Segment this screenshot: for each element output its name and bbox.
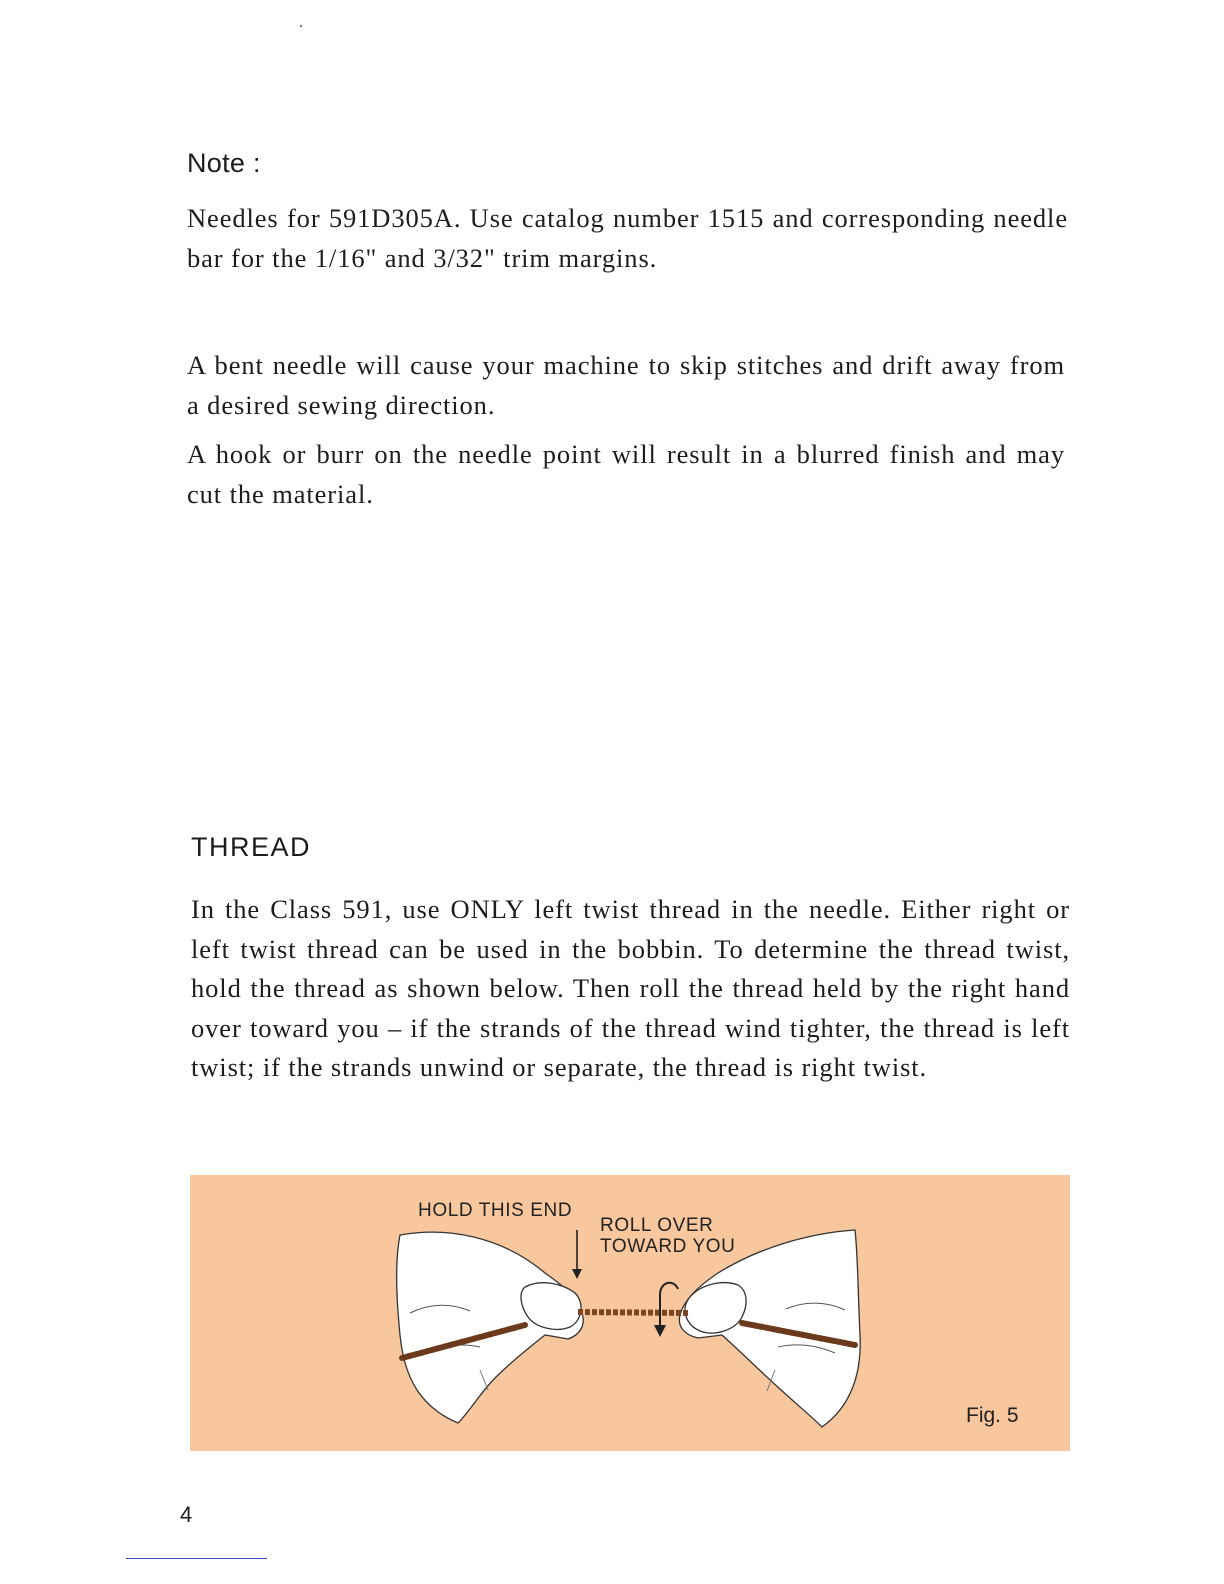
thread-heading: THREAD	[191, 832, 312, 862]
hold-this-end-label: HOLD THIS END	[418, 1200, 573, 1221]
hold-arrow-head	[572, 1269, 582, 1279]
figure-caption: Fig. 5	[966, 1404, 1019, 1427]
roll-over-line2: TOWARD YOU	[600, 1236, 736, 1257]
hook-burr-paragraph: A hook or burr on the needle point will result in a blurred finish and may cut the material.	[187, 439, 1065, 509]
figure-5	[190, 1175, 1070, 1451]
roll-over-line1: ROLL OVER	[600, 1215, 714, 1236]
thread-paragraph: In the Class 591, use ONLY left twist thread in the needle. Either right or left twist thread can be used in the bobbin. To determine the thread twist, hold the thread as shown below. Then roll the thread held by the right hand over toward you – if the strands of the thread wind tighter, the thread is left twist; if the strands unwind or separate, the thread is right twist.	[191, 894, 1070, 1082]
scan-speck	[300, 25, 302, 27]
thread-middle-segment	[578, 1312, 690, 1313]
roll-arrow-head	[654, 1325, 666, 1337]
bent-needle-paragraph: A bent needle will cause your machine to skip stitches and drift away from a desired sewing direction.	[187, 350, 1065, 420]
note-heading: Note :	[187, 148, 261, 178]
bottom-rule	[126, 1558, 267, 1559]
page-number: 4	[180, 1502, 193, 1527]
roll-over-label	[600, 1215, 736, 1257]
note-paragraph: Needles for 591D305A. Use catalog number 1515 and corresponding needle bar for the 1/16" and 3/32" trim margins.	[187, 203, 1068, 273]
roll-arrow-curve	[660, 1283, 678, 1330]
